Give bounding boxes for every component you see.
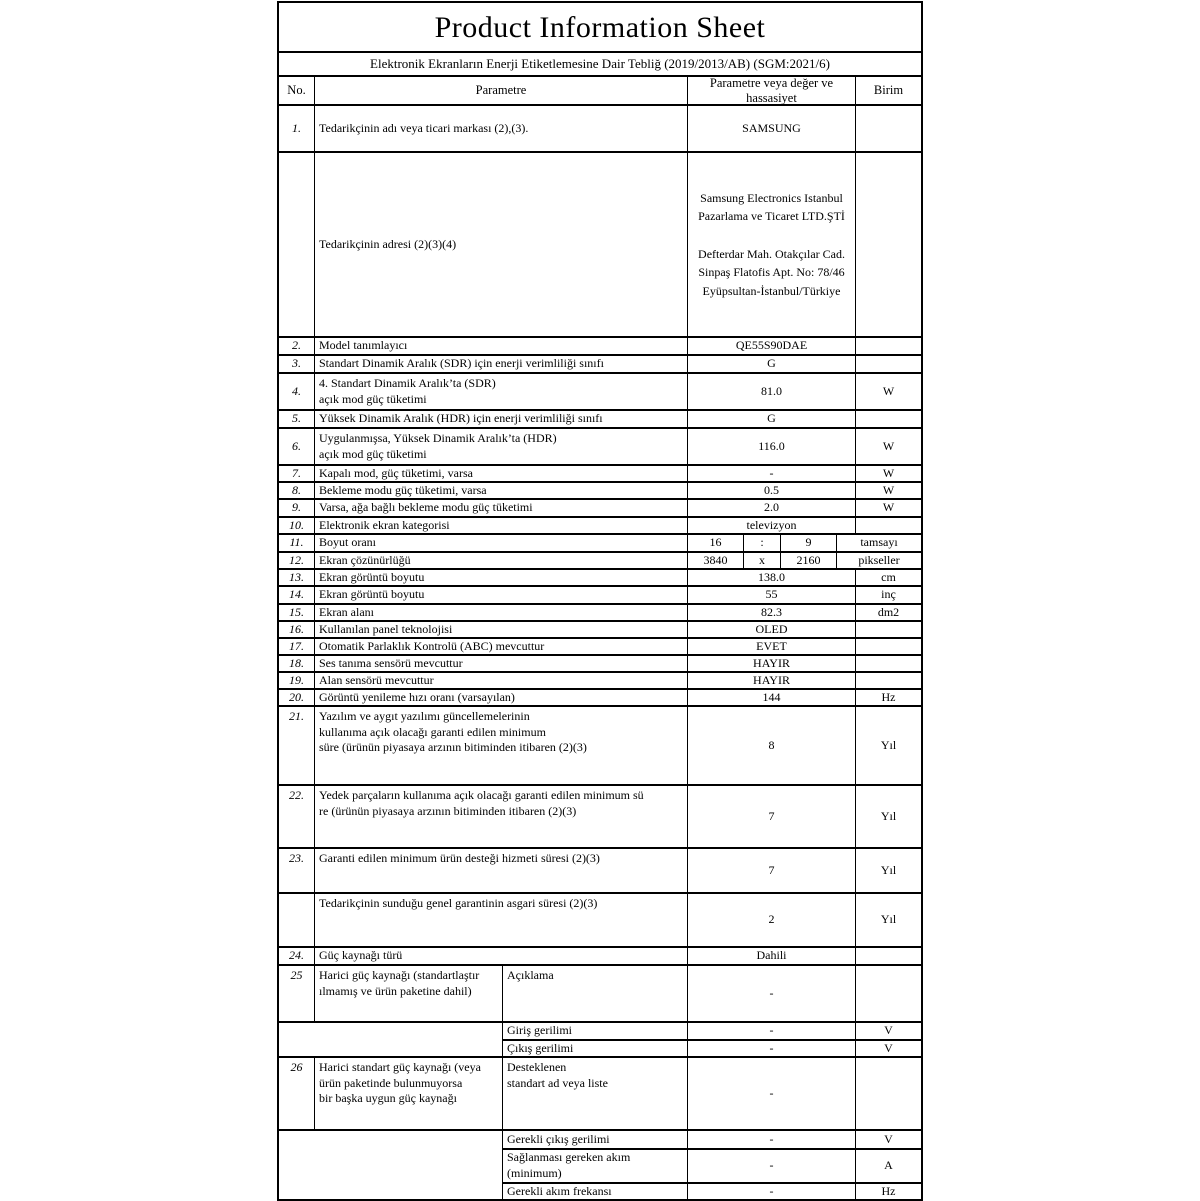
row-unit: tamsayı <box>860 535 898 550</box>
row-unit <box>856 356 921 372</box>
table-row-26-akim <box>503 1150 921 1184</box>
row-label: Giriş gerilimi <box>503 1023 688 1039</box>
row-label: Harici güç kaynağı (standartlaştır ılmamış ve ürün paketine dahil) <box>315 966 503 1021</box>
row-unit: V <box>884 1131 893 1146</box>
row-unit: cm <box>881 570 896 584</box>
row-value: 55 <box>688 587 856 603</box>
sub-rows <box>503 1023 921 1056</box>
product-info-sheet <box>277 1 923 1201</box>
table-row-25 <box>279 966 921 1023</box>
row-label: Ekran alanı <box>315 605 688 620</box>
row-no <box>279 153 315 336</box>
row-unit: V <box>884 1040 893 1055</box>
row-no: 26 <box>279 1058 315 1129</box>
row-label: Ses tanıma sensörü mevcuttur <box>315 656 688 671</box>
row-unit: pikseller <box>858 553 900 567</box>
row-label: Varsa, ağa bağlı bekleme modu güç tüketimi <box>315 500 688 516</box>
table-row-warranty <box>279 894 921 948</box>
row-no: 2. <box>279 338 315 354</box>
row-value: QE55S90DAE <box>688 338 856 354</box>
table-row-25-giris <box>503 1023 921 1041</box>
row-unit <box>856 338 921 354</box>
row-unit <box>856 673 921 688</box>
row-label: 4. Standart Dinamik Aralık’ta (SDR) açık mod güç tüketimi <box>315 374 688 409</box>
row-label: Gerekli çıkış gerilimi <box>503 1131 688 1148</box>
row-value: OLED <box>688 622 856 637</box>
row-unit: inç <box>881 587 896 602</box>
row-no: 12. <box>279 553 315 568</box>
row-value: 116.0 <box>688 429 856 464</box>
row-label: Boyut oranı <box>315 535 688 551</box>
row-value: - <box>688 1058 856 1129</box>
row-label: Uygulanmışsa, Yüksek Dinamik Aralık’ta (HDR) açık mod güç tüketimi <box>315 429 688 464</box>
row-unit: dm2 <box>877 605 900 619</box>
row-value: 7 <box>688 786 856 847</box>
row-unit <box>856 1058 921 1129</box>
row-label: Kullanılan panel teknolojisi <box>315 622 688 637</box>
column-header-row <box>279 77 921 106</box>
row-label: Model tanımlayıcı <box>315 338 688 354</box>
col-header-no: No. <box>279 77 315 104</box>
row-value: 138.0 <box>688 570 856 585</box>
row-unit: A <box>884 1158 893 1173</box>
row-no: 16. <box>279 622 315 637</box>
table-row-16 <box>279 622 921 639</box>
row-no: 3. <box>279 356 315 372</box>
table-row-19 <box>279 673 921 690</box>
row-label: Tedarikçinin adı veya ticari markası (2),(3). <box>315 106 688 151</box>
sub-rows <box>503 1131 921 1199</box>
row-no: 15. <box>279 605 315 620</box>
row-unit: Hz <box>881 690 896 704</box>
row-value: 7 <box>688 849 856 892</box>
aspect-ratio-width: 16 <box>688 535 744 551</box>
col-header-birim: Birim <box>873 83 904 98</box>
table-row-14 <box>279 587 921 605</box>
resolution-width: 3840 <box>688 553 744 568</box>
row-value: 0.5 <box>688 483 856 498</box>
row-no: 24. <box>279 948 315 964</box>
row-value: - <box>688 966 856 1021</box>
table-row-5 <box>279 411 921 429</box>
table-row-1 <box>279 106 921 153</box>
row-unit: Yıl <box>880 808 897 823</box>
subtitle-row <box>279 53 921 77</box>
row-label: Yazılım ve aygıt yazılımı güncellemelerinin kullanıma açık olacağı garanti edilen minimum süre (ürünün piyasaya arzının bitiminden itibaren (2)(3) <box>315 707 688 784</box>
row-no: 5. <box>279 411 315 427</box>
row-value: - <box>688 1023 856 1039</box>
row-label: Güç kaynağı türü <box>315 948 688 964</box>
row-value: - <box>688 1150 856 1182</box>
empty-merged-cell <box>279 1131 503 1199</box>
row-sublabel: Açıklama <box>503 966 688 1021</box>
row-value: 2.0 <box>688 500 856 516</box>
row-label: Sağlanması gereken akım (minimum) <box>503 1150 688 1182</box>
row-no: 23. <box>279 849 315 892</box>
row-no: 7. <box>279 466 315 481</box>
row-no: 20. <box>279 690 315 705</box>
row-value: SAMSUNG <box>688 106 856 151</box>
row-value: HAYIR <box>688 673 856 688</box>
table-row-17 <box>279 639 921 656</box>
table-row-25-cikis <box>503 1041 921 1057</box>
row-label: Alan sensörü mevcuttur <box>315 673 688 688</box>
row-label: Kapalı mod, güç tüketimi, varsa <box>315 466 688 481</box>
row-label: Yüksek Dinamik Aralık (HDR) için enerji verimliliği sınıfı <box>315 411 688 427</box>
row-unit: W <box>882 466 895 480</box>
resolution-separator: x <box>744 553 781 568</box>
row-label: Tedarikçinin adresi (2)(3)(4) <box>315 153 688 336</box>
row-label: Gerekli akım frekansı <box>503 1184 688 1199</box>
row-value: Dahili <box>688 948 856 964</box>
row-value: - <box>688 466 856 481</box>
row-no: 17. <box>279 639 315 654</box>
row-no: 21. <box>279 707 315 784</box>
row-no: 19. <box>279 673 315 688</box>
row-value: 144 <box>688 690 856 705</box>
table-row-26-gerilim <box>503 1131 921 1150</box>
table-row-6 <box>279 429 921 466</box>
row-unit <box>856 411 921 427</box>
row-no: 10. <box>279 518 315 533</box>
table-row-18 <box>279 656 921 673</box>
row-value: G <box>688 411 856 427</box>
row-unit: W <box>882 483 895 497</box>
row-no <box>279 894 315 946</box>
table-row-26 <box>279 1058 921 1131</box>
row-label: Bekleme modu güç tüketimi, varsa <box>315 483 688 498</box>
row-value: 8 <box>688 707 856 784</box>
row-sublabel: Desteklenen standart ad veya liste <box>503 1058 688 1129</box>
row-no: 13. <box>279 570 315 585</box>
row-value: - <box>688 1131 856 1148</box>
row-unit: W <box>882 500 895 515</box>
row-unit <box>856 518 921 533</box>
supplier-address: Samsung Electronics Istanbul Pazarlama ve Ticaret LTD.ŞTİ Defterdar Mah. Otakçılar Cad. Sinpaş Flatofis Apt. No: 78/46 Eyüpsultan-İstanbul/Türkiye <box>688 153 856 336</box>
table-row-2 <box>279 338 921 356</box>
row-label: Harici standart güç kaynağı (veya ürün paketinde bulunmuyorsa bir başka uygun güç kaynağı <box>315 1058 503 1129</box>
row-unit: Yıl <box>880 737 897 752</box>
row-unit: Yıl <box>880 862 897 877</box>
row-value: HAYIR <box>688 656 856 671</box>
row-label: Ekran görüntü boyutu <box>315 570 688 585</box>
row-label: Çıkış gerilimi <box>503 1041 688 1057</box>
row-no: 11. <box>279 535 315 551</box>
table-row-23 <box>279 849 921 894</box>
table-row-9 <box>279 500 921 518</box>
page-title: Product Information Sheet <box>434 10 766 44</box>
row-label: Elektronik ekran kategorisi <box>315 518 688 533</box>
row-label: Ekran çözünürlüğü <box>315 553 688 568</box>
row-unit: V <box>884 1023 893 1037</box>
row-label: Görüntü yenileme hızı oranı (varsayılan) <box>315 690 688 705</box>
table-block-26-sub <box>279 1131 921 1199</box>
aspect-ratio-separator: : <box>744 535 781 551</box>
row-unit: Yıl <box>880 912 897 927</box>
table-row-7 <box>279 466 921 483</box>
row-unit <box>856 966 921 1021</box>
row-unit <box>856 948 921 964</box>
row-label: Otomatik Parlaklık Kontrolü (ABC) mevcuttur <box>315 639 688 654</box>
row-unit <box>856 153 921 336</box>
row-no: 8. <box>279 483 315 498</box>
table-row-22 <box>279 786 921 849</box>
row-no: 22. <box>279 786 315 847</box>
row-value: 2 <box>688 894 856 946</box>
table-row-10 <box>279 518 921 535</box>
row-value: EVET <box>688 639 856 654</box>
row-unit <box>856 622 921 637</box>
row-unit: Hz <box>881 1184 896 1198</box>
row-unit <box>856 639 921 654</box>
row-unit: W <box>882 438 895 453</box>
table-block-25-sub <box>279 1023 921 1058</box>
row-no: 1. <box>279 106 315 151</box>
row-value: - <box>688 1184 856 1199</box>
title-row <box>279 3 921 53</box>
row-value: G <box>688 356 856 372</box>
row-no: 4. <box>279 374 315 409</box>
table-row-8 <box>279 483 921 500</box>
row-unit: W <box>882 383 895 398</box>
row-no: 9. <box>279 500 315 516</box>
row-label: Yedek parçaların kullanıma açık olacağı garanti edilen minimum sü re (ürünün piyasaya arzının bitiminden itibaren (2)(3) <box>315 786 688 847</box>
row-label: Tedarikçinin sunduğu genel garantinin asgari süresi (2)(3) <box>315 894 688 946</box>
table-row-20 <box>279 690 921 707</box>
row-label: Standart Dinamik Aralık (SDR) için enerji verimliliği sınıfı <box>315 356 688 372</box>
table-row-21 <box>279 707 921 786</box>
row-value: televizyon <box>688 518 856 533</box>
table-row-26-frekans <box>503 1184 921 1199</box>
row-label: Ekran görüntü boyutu <box>315 587 688 603</box>
row-label: Garanti edilen minimum ürün desteği hizmeti süresi (2)(3) <box>315 849 688 892</box>
col-header-parametre: Parametre <box>315 77 688 104</box>
table-row-address <box>279 153 921 338</box>
row-unit <box>856 656 921 671</box>
table-row-12 <box>279 553 921 570</box>
row-no: 6. <box>279 429 315 464</box>
table-row-13 <box>279 570 921 587</box>
row-value: 82.3 <box>688 605 856 620</box>
resolution-height: 2160 <box>781 553 837 568</box>
row-value: 81.0 <box>688 374 856 409</box>
page-subtitle: Elektronik Ekranların Enerji Etiketlemesine Dair Tebliğ (2019/2013/AB) (SGM:2021/6) <box>370 55 830 71</box>
row-no: 14. <box>279 587 315 603</box>
row-no: 25 <box>279 966 315 1021</box>
table-row-11 <box>279 535 921 553</box>
table-row-24 <box>279 948 921 966</box>
col-header-value: Parametre veya değer ve hassasiyet <box>688 77 856 104</box>
empty-merged-cell <box>279 1023 503 1056</box>
row-unit <box>856 106 921 151</box>
table-row-3 <box>279 356 921 374</box>
aspect-ratio-height: 9 <box>781 535 837 551</box>
table-row-4 <box>279 374 921 411</box>
row-no: 18. <box>279 656 315 671</box>
table-row-15 <box>279 605 921 622</box>
row-value: - <box>688 1041 856 1057</box>
